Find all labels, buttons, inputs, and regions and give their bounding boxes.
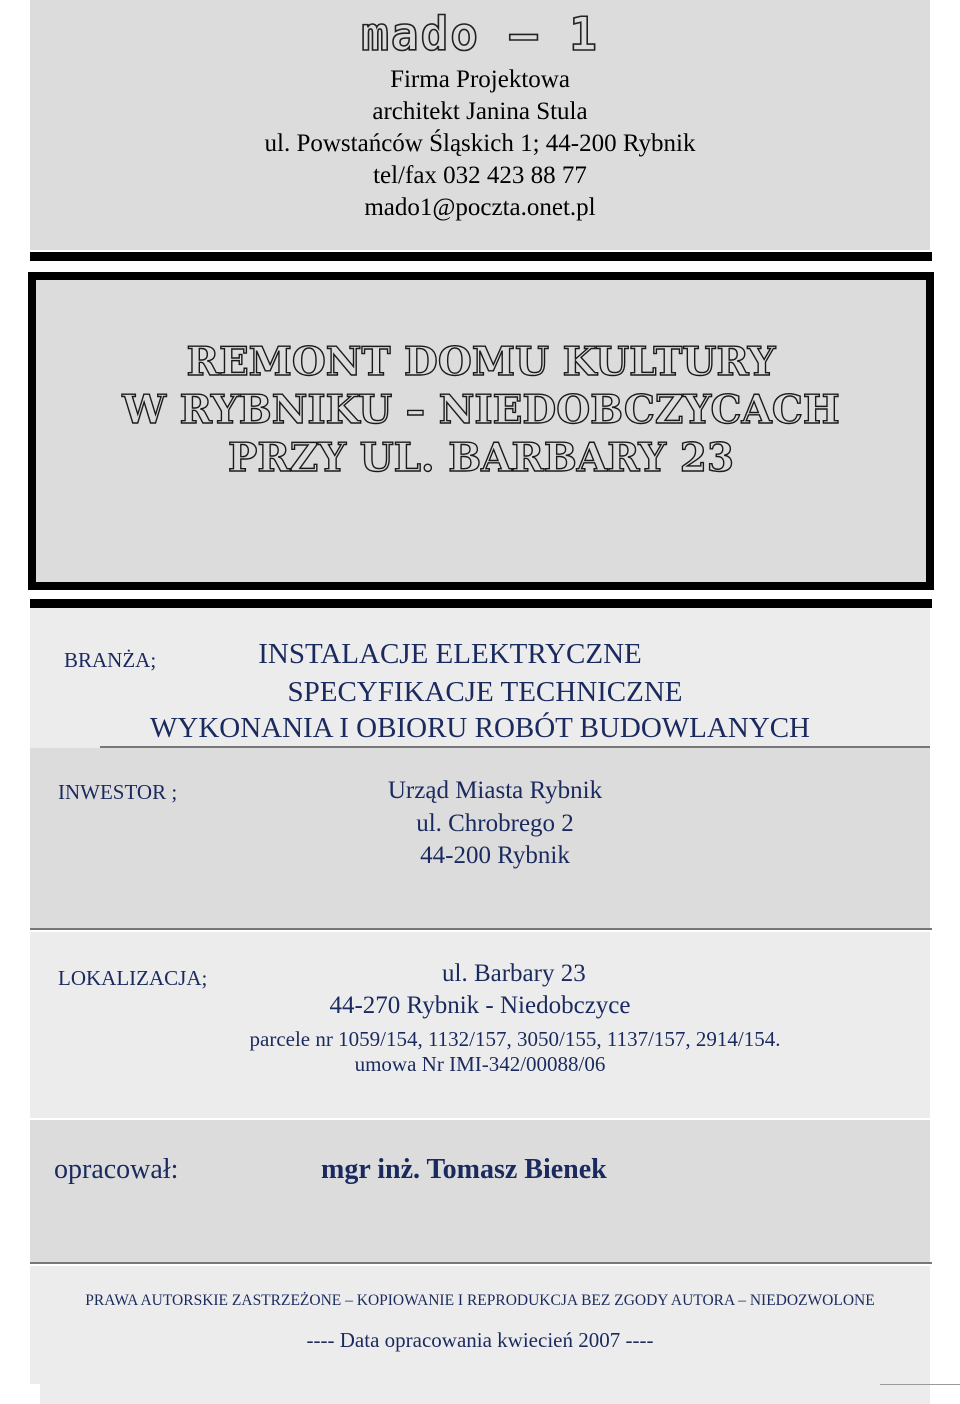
footer-bottom-strip [40, 1384, 930, 1404]
lokalizacja-city: 44-270 Rybnik - Niedobczyce [329, 992, 631, 1019]
date-prepared: ---- Data opracowania kwiecień 2007 ---- [306, 1328, 654, 1352]
branza-section [30, 608, 930, 748]
lokalizacja-section [30, 932, 930, 1118]
branza-line-2: SPECYFIKACJE TECHNICZNE [287, 676, 683, 708]
author-name: mgr inż. Tomasz Bienek [321, 1154, 607, 1185]
company-address: ul. Powstańców Śląskich 1; 44-200 Rybnik [264, 130, 696, 157]
company-email: mado1@poczta.onet.pl [364, 194, 596, 221]
lokalizacja-street: ul. Barbary 23 [442, 960, 586, 987]
project-title-box [28, 272, 934, 590]
opracowal-divider [30, 1262, 932, 1264]
inwestor-line-3: 44-200 Rybnik [420, 842, 570, 869]
branza-label: BRANŻA; [64, 648, 157, 672]
company-name: Firma Projektowa [390, 66, 570, 93]
divider-bar-bottom [30, 599, 932, 608]
architect-name: architekt Janina Stula [372, 98, 588, 125]
lokalizacja-parcels: parcele nr 1059/154, 1132/157, 3050/155, 1137/157, 2914/154. [249, 1027, 781, 1051]
inwestor-section [30, 748, 930, 930]
branza-line-3: WYKONANIA I OBIORU ROBÓT BUDOWLANYCH [150, 712, 810, 744]
branza-line-1: INSTALACJE ELEKTRYCZNE [258, 638, 642, 670]
company-header [30, 0, 930, 250]
inwestor-line-1: Urząd Miasta Rybnik [387, 777, 603, 804]
footer-section [30, 1266, 930, 1384]
company-logo: mado – 1 [361, 7, 599, 61]
opracowal-label: opracował: [54, 1154, 179, 1185]
inwestor-divider [30, 928, 932, 930]
lokalizacja-label: LOKALIZACJA; [58, 966, 208, 990]
company-phone: tel/fax 032 423 88 77 [373, 162, 587, 189]
project-title-line-3: PRZY UL. BARBARY 23 [228, 435, 734, 481]
inwestor-label: INWESTOR ; [58, 780, 178, 804]
divider-bar-top [30, 252, 932, 261]
inwestor-line-2: ul. Chrobrego 2 [416, 810, 574, 837]
copyright-notice: PRAWA AUTORSKIE ZASTRZEŻONE – KOPIOWANIE I REPRODUKCJA BEZ ZGODY AUTORA – NIEDOZWOLONE [85, 1292, 875, 1309]
lokalizacja-contract: umowa Nr IMI-342/00088/06 [354, 1052, 606, 1076]
project-title-line-2: W RYBNIKU – NIEDOBCZYCACH [122, 387, 840, 433]
opracowal-section [30, 1120, 930, 1264]
project-title-line-1: REMONT DOMU KULTURY [186, 339, 776, 385]
footer-rule [880, 1384, 960, 1385]
